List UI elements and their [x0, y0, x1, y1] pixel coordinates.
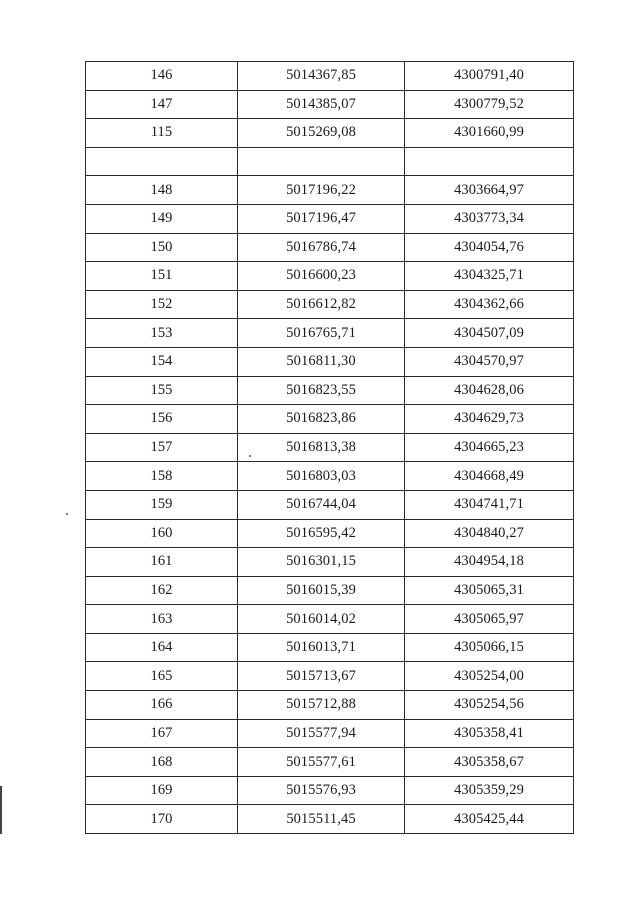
y-coordinate-cell: 4304570,97 — [405, 347, 574, 376]
point-number-cell: 161 — [86, 548, 238, 577]
x-coordinate-cell: 5015713,67 — [238, 662, 405, 691]
point-number-cell: 153 — [86, 319, 238, 348]
x-coordinate-cell: 5016600,23 — [238, 262, 405, 291]
x-coordinate-cell: 5015577,61 — [238, 748, 405, 777]
y-coordinate-cell: 4304362,66 — [405, 290, 574, 319]
point-number-cell: 165 — [86, 662, 238, 691]
x-coordinate-cell: 5017196,22 — [238, 176, 405, 205]
table-row — [86, 548, 574, 577]
y-coordinate-cell: 4301660,99 — [405, 119, 574, 148]
point-number-cell: 166 — [86, 691, 238, 720]
scan-speck — [66, 513, 68, 515]
y-coordinate-cell: 4304668,49 — [405, 462, 574, 491]
point-number-cell: 150 — [86, 233, 238, 262]
table-row — [86, 748, 574, 777]
x-coordinate-cell: 5015577,94 — [238, 719, 405, 748]
x-coordinate-cell: 5014385,07 — [238, 90, 405, 119]
x-coordinate-cell: 5016301,15 — [238, 548, 405, 577]
table-row — [86, 262, 574, 291]
y-coordinate-cell: 4305359,29 — [405, 776, 574, 805]
point-number-cell: 146 — [86, 62, 238, 91]
x-coordinate-cell: 5016595,42 — [238, 519, 405, 548]
table-row — [86, 204, 574, 233]
table-row — [86, 490, 574, 519]
table-row — [86, 376, 574, 405]
y-coordinate-cell: 4304628,06 — [405, 376, 574, 405]
point-number-cell: 151 — [86, 262, 238, 291]
x-coordinate-cell: 5016813,38 — [238, 433, 405, 462]
y-coordinate-cell — [405, 147, 574, 176]
point-number-cell: 115 — [86, 119, 238, 148]
y-coordinate-cell: 4305425,44 — [405, 805, 574, 834]
y-coordinate-cell: 4304840,27 — [405, 519, 574, 548]
point-number-cell: 163 — [86, 605, 238, 634]
table-row — [86, 691, 574, 720]
x-coordinate-cell: 5016013,71 — [238, 633, 405, 662]
y-coordinate-cell: 4304325,71 — [405, 262, 574, 291]
point-number-cell: 160 — [86, 519, 238, 548]
table-row — [86, 405, 574, 434]
table-row — [86, 805, 574, 834]
point-number-cell: 158 — [86, 462, 238, 491]
y-coordinate-cell: 4300791,40 — [405, 62, 574, 91]
point-number-cell: 154 — [86, 347, 238, 376]
table-row — [86, 319, 574, 348]
point-number-cell: 148 — [86, 176, 238, 205]
x-coordinate-cell: 5015576,93 — [238, 776, 405, 805]
coordinates-table — [85, 61, 574, 834]
x-coordinate-cell: 5016786,74 — [238, 233, 405, 262]
point-number-cell: 162 — [86, 576, 238, 605]
y-coordinate-cell: 4303664,97 — [405, 176, 574, 205]
scan-edge-mark — [0, 786, 2, 834]
x-coordinate-cell: 5016765,71 — [238, 319, 405, 348]
x-coordinate-cell: 5016811,30 — [238, 347, 405, 376]
table-row — [86, 576, 574, 605]
y-coordinate-cell: 4304629,73 — [405, 405, 574, 434]
table-row — [86, 662, 574, 691]
y-coordinate-cell: 4305358,41 — [405, 719, 574, 748]
point-number-cell: 170 — [86, 805, 238, 834]
y-coordinate-cell: 4305358,67 — [405, 748, 574, 777]
table-row — [86, 147, 574, 176]
x-coordinate-cell: 5015269,08 — [238, 119, 405, 148]
x-coordinate-cell: 5016014,02 — [238, 605, 405, 634]
table-row — [86, 119, 574, 148]
table-row — [86, 519, 574, 548]
point-number-cell: 152 — [86, 290, 238, 319]
point-number-cell — [86, 147, 238, 176]
table-row — [86, 776, 574, 805]
point-number-cell: 149 — [86, 204, 238, 233]
table-row — [86, 176, 574, 205]
y-coordinate-cell: 4305065,97 — [405, 605, 574, 634]
coordinates-table-body — [86, 62, 574, 834]
y-coordinate-cell: 4304954,18 — [405, 548, 574, 577]
table-row — [86, 462, 574, 491]
point-number-cell: 167 — [86, 719, 238, 748]
point-number-cell: 147 — [86, 90, 238, 119]
x-coordinate-cell: 5016744,04 — [238, 490, 405, 519]
point-number-cell: 156 — [86, 405, 238, 434]
table-row — [86, 347, 574, 376]
table-row — [86, 605, 574, 634]
x-coordinate-cell: 5016612,82 — [238, 290, 405, 319]
y-coordinate-cell: 4305065,31 — [405, 576, 574, 605]
x-coordinate-cell: 5015511,45 — [238, 805, 405, 834]
point-number-cell: 157 — [86, 433, 238, 462]
x-coordinate-cell: 5016803,03 — [238, 462, 405, 491]
x-coordinate-cell: 5016823,55 — [238, 376, 405, 405]
point-number-cell: 159 — [86, 490, 238, 519]
point-number-cell: 164 — [86, 633, 238, 662]
point-number-cell: 155 — [86, 376, 238, 405]
y-coordinate-cell: 4304665,23 — [405, 433, 574, 462]
y-coordinate-cell: 4305254,00 — [405, 662, 574, 691]
scan-speck — [249, 455, 251, 457]
y-coordinate-cell: 4300779,52 — [405, 90, 574, 119]
x-coordinate-cell: 5015712,88 — [238, 691, 405, 720]
x-coordinate-cell: 5016015,39 — [238, 576, 405, 605]
table-row — [86, 719, 574, 748]
table-row — [86, 633, 574, 662]
y-coordinate-cell: 4304741,71 — [405, 490, 574, 519]
x-coordinate-cell: 5017196,47 — [238, 204, 405, 233]
y-coordinate-cell: 4305066,15 — [405, 633, 574, 662]
table-row — [86, 90, 574, 119]
table-row — [86, 290, 574, 319]
table-row — [86, 233, 574, 262]
x-coordinate-cell: 5014367,85 — [238, 62, 405, 91]
x-coordinate-cell: 5016823,86 — [238, 405, 405, 434]
point-number-cell: 169 — [86, 776, 238, 805]
x-coordinate-cell — [238, 147, 405, 176]
y-coordinate-cell: 4305254,56 — [405, 691, 574, 720]
table-row — [86, 433, 574, 462]
y-coordinate-cell: 4304054,76 — [405, 233, 574, 262]
y-coordinate-cell: 4304507,09 — [405, 319, 574, 348]
y-coordinate-cell: 4303773,34 — [405, 204, 574, 233]
point-number-cell: 168 — [86, 748, 238, 777]
table-row — [86, 62, 574, 91]
